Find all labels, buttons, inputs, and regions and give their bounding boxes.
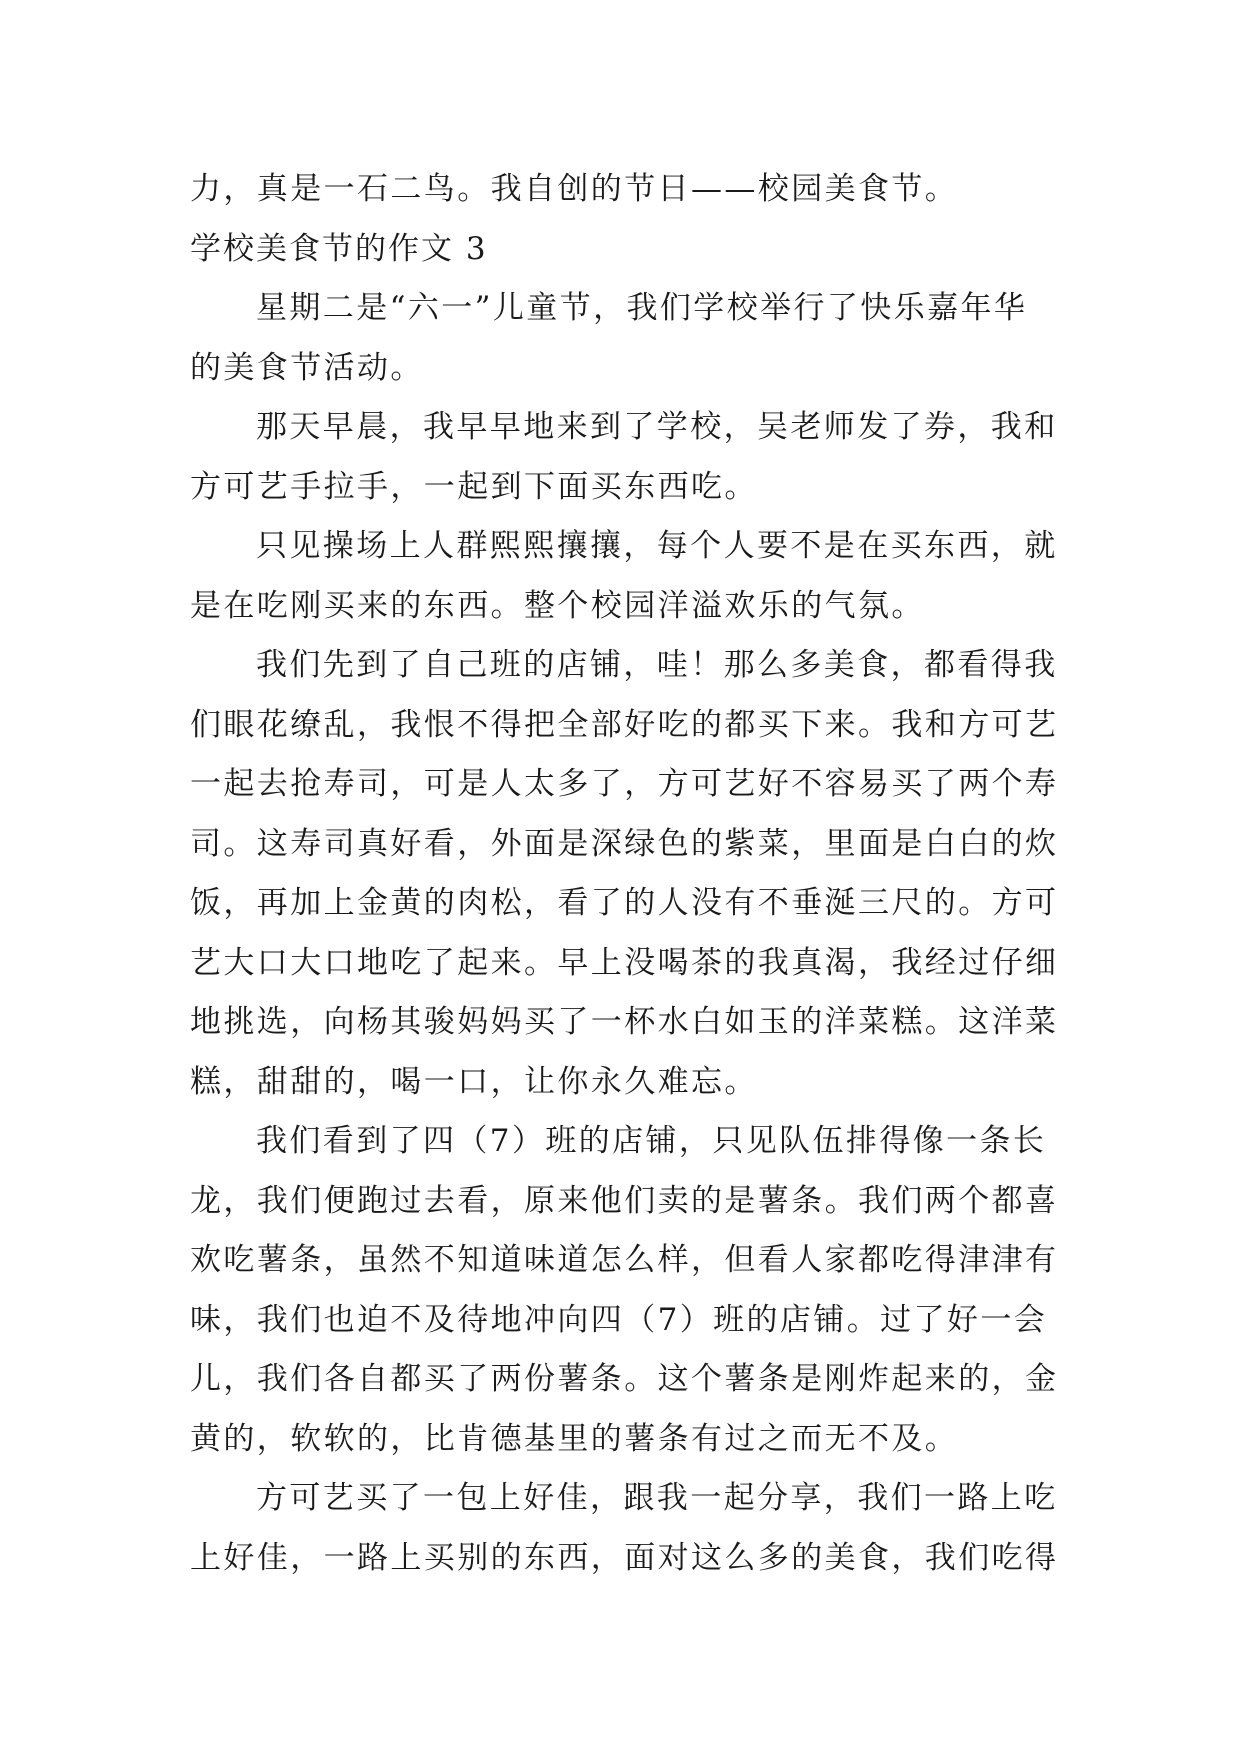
paragraph-line: 我们先到了自己班的店铺，哇！那么多美食，都看得我 [256,647,1058,683]
paragraph-line: 是在吃刚买来的东西。整个校园洋溢欢乐的气氛。 [190,587,925,624]
paragraph-1 [190,279,1050,398]
paragraph-4 [190,636,1059,1112]
continuation-line: 力，真是一石二鸟。我自创的节日——校园美食节。 [190,171,959,207]
paragraph-line: 儿，我们各自都买了两份薯条。这个薯条是刚炸起来的，金 [190,1361,1059,1397]
paragraph-line: 糕，甜甜的，喝一口，让你永久难忘。 [190,1063,758,1100]
paragraph-2 [190,398,1058,517]
paragraph-5 [190,1112,1059,1469]
paragraph-line: 艺大口大口地吃了起来。早上没喝茶的我真渴，我经过仔细 [190,944,1059,981]
paragraph-line: 上好佳，一路上买别的东西，面对这么多的美食，我们吃得 [190,1539,1059,1576]
paragraph-line: 地挑选，向杨其骏妈妈买了一杯水白如玉的洋菜糕。这洋菜 [190,1004,1059,1040]
paragraph-3 [190,517,1058,636]
paragraph-line: 的美食节活动。 [190,349,424,386]
paragraph-line: 那天早晨，我早早地来到了学校，吴老师发了券，我和 [256,409,1058,445]
paragraph-line: 们眼花缭乱，我恨不得把全部好吃的都买下来。我和方可艺 [190,706,1059,743]
paragraph-line: 方可艺手拉手，一起到下面买东西吃。 [190,468,758,505]
paragraph-line: 味，我们也迫不及待地冲向四（7）班的店铺。过了好一会 [190,1301,1048,1338]
paragraph-line: 黄的，软软的，比肯德基里的薯条有过之而无不及。 [190,1420,959,1457]
section-title: 学校美食节的作文 3 [190,230,488,267]
paragraph-line: 饭，再加上金黄的肉松，看了的人没有不垂涎三尺的。方可 [190,885,1059,921]
paragraph-line: 只见操场上人群熙熙攘攘，每个人要不是在买东西，就 [256,528,1058,564]
paragraph-line: 龙，我们便跑过去看，原来他们卖的是薯条。我们两个都喜 [190,1182,1059,1219]
paragraph-line: 一起去抢寿司，可是人太多了，方可艺好不容易买了两个寿 [190,766,1059,802]
paragraph-line: 我们看到了四（7）班的店铺，只见队伍排得像一条长 [256,1123,1047,1159]
paragraph-6 [190,1469,1059,1588]
essay-body [190,160,1059,1588]
paragraph-line: 星期二是“六一”儿童节，我们学校举行了快乐嘉年华 [256,290,1028,326]
paragraph-line: 方可艺买了一包上好佳，跟我一起分享，我们一路上吃 [256,1480,1058,1516]
paragraph-line: 司。这寿司真好看，外面是深绿色的紫菜，里面是白白的炊 [190,825,1059,862]
paragraph-line: 欢吃薯条，虽然不知道味道怎么样，但看人家都吃得津津有 [190,1242,1059,1278]
